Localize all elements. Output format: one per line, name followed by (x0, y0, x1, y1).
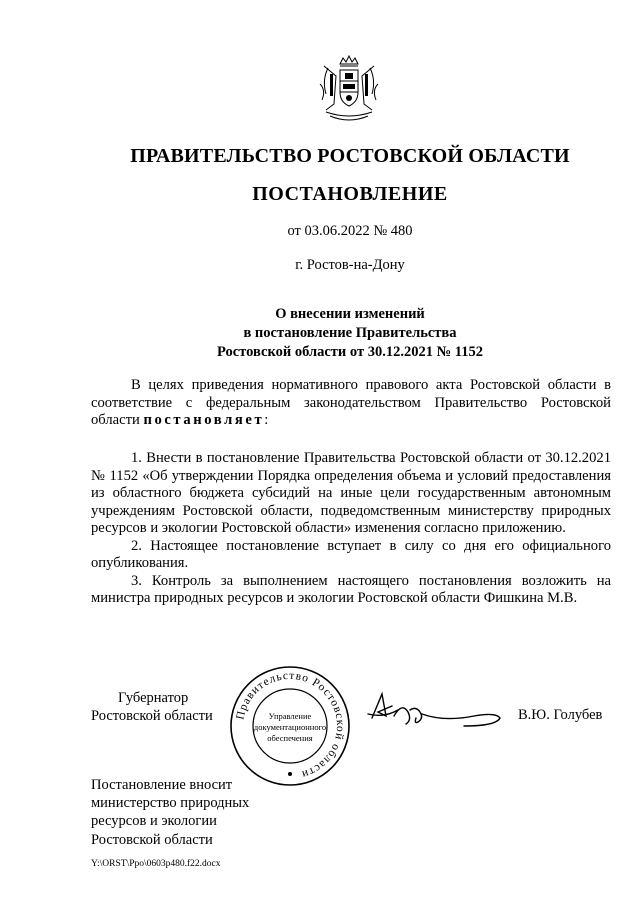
subject-line: в постановление Правительства (243, 325, 457, 341)
document-subject (0, 305, 640, 362)
coat-of-arms-emblem (316, 54, 382, 126)
submitter-line: Ростовской области (91, 831, 213, 848)
decree-points (91, 450, 611, 608)
official-stamp (228, 664, 352, 788)
stamp-center-line: обеспечения (267, 733, 313, 743)
government-name: ПРАВИТЕЛЬСТВО РОСТОВСКОЙ ОБЛАСТИ (130, 145, 570, 167)
submitter-line: Постановление вносит (91, 777, 233, 793)
document-date-number: от 03.06.2022 № 480 (287, 223, 413, 239)
subject-line: О внесении изменений (275, 306, 425, 322)
preamble-end: : (264, 412, 269, 428)
signatory-name: В.Ю. Голубев (518, 707, 603, 723)
document-city: г. Ростов-на-Дону (295, 257, 405, 273)
signatory-title-line: Ростовской области (91, 707, 213, 724)
submitter-line: министерство природных (91, 795, 250, 812)
subject-line: Ростовской области от 30.12.2021 № 1152 (217, 344, 483, 360)
stamp-center-line: документационного (253, 722, 327, 732)
preamble-text: В целях приведения нормативного правового акта Ростовской области в соответствие с федеральным законодательством Правительство Ростовской области (91, 377, 611, 428)
submitter-block (91, 776, 249, 849)
stamp-center-line: Управление (268, 711, 312, 721)
document-type: ПОСТАНОВЛЕНИЕ (252, 183, 448, 205)
preamble (91, 377, 611, 430)
decree-point: 2. Настоящее постановление вступает в силу со дня его официального опубликования. (91, 537, 611, 571)
signatory-title-line: Губернатор (118, 690, 189, 706)
stamp-ring-text: Правительство Ростовской области (234, 669, 347, 781)
signatory-title (91, 690, 213, 725)
decree-point: 3. Контроль за выполнением настоящего постановления возложить на министра природных ресурсов и экологии Ростовской области Фишкина М.В. (91, 572, 611, 606)
file-path: Y:\ORST\Ppo\0603p480.f22.docx (91, 859, 221, 869)
decree-point: 1. Внести в постановление Правительства Ростовской области от 30.12.2021 № 1152 «Об утверждении Порядка определения объема и условий предоставления из областного бюджета субсидий на иные цели государственным автономным учреждениям Ростовской области, подведомственным министерству природных ресурсов и экологии Ростовской области» изменения согласно приложению. (91, 450, 611, 536)
submitter-line: ресурсов и экологии (91, 813, 217, 830)
decree-word: постановляет (143, 412, 265, 428)
handwritten-signature (364, 688, 504, 736)
